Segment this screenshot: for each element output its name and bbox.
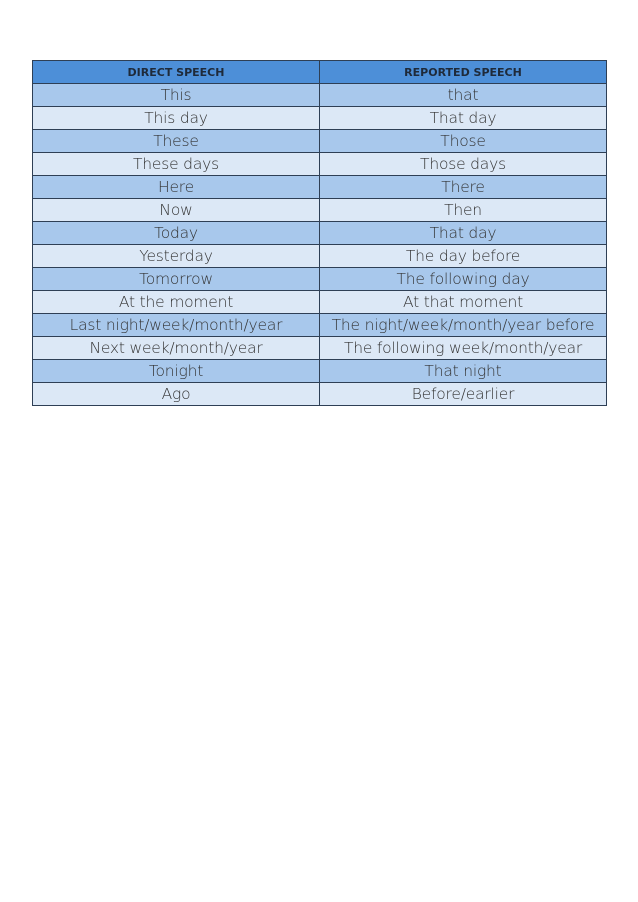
- table-header-row: [33, 61, 607, 84]
- table-row: [33, 245, 607, 268]
- direct-speech-cell: Tomorrow: [33, 268, 320, 291]
- reported-speech-cell: There: [320, 176, 607, 199]
- reported-speech-cell: The night/week/month/year before: [320, 314, 607, 337]
- reported-speech-cell: That day: [320, 222, 607, 245]
- table-row: [33, 107, 607, 130]
- reported-speech-cell: That day: [320, 107, 607, 130]
- table-row: [33, 222, 607, 245]
- direct-speech-cell: These: [33, 130, 320, 153]
- reported-speech-cell: That night: [320, 360, 607, 383]
- table-row: [33, 268, 607, 291]
- reported-speech-cell: The day before: [320, 245, 607, 268]
- direct-speech-cell: Now: [33, 199, 320, 222]
- direct-speech-cell: This day: [33, 107, 320, 130]
- table-row: [33, 383, 607, 406]
- reported-speech-cell: The following week/month/year: [320, 337, 607, 360]
- direct-speech-header: DIRECT SPEECH: [33, 61, 320, 84]
- reported-speech-cell: Those: [320, 130, 607, 153]
- table-row: [33, 130, 607, 153]
- direct-speech-cell: Today: [33, 222, 320, 245]
- direct-speech-cell: This: [33, 84, 320, 107]
- direct-speech-cell: These days: [33, 153, 320, 176]
- direct-speech-cell: Next week/month/year: [33, 337, 320, 360]
- reported-speech-cell: Those days: [320, 153, 607, 176]
- speech-conversion-table: [32, 60, 607, 406]
- direct-speech-cell: Here: [33, 176, 320, 199]
- table-row: [33, 291, 607, 314]
- reported-speech-cell: Then: [320, 199, 607, 222]
- table-row: [33, 360, 607, 383]
- reported-speech-cell: The following day: [320, 268, 607, 291]
- table-row: [33, 153, 607, 176]
- direct-speech-cell: Last night/week/month/year: [33, 314, 320, 337]
- direct-speech-cell: At the moment: [33, 291, 320, 314]
- table-row: [33, 314, 607, 337]
- table-row: [33, 84, 607, 107]
- direct-speech-cell: Tonight: [33, 360, 320, 383]
- table-row: [33, 199, 607, 222]
- direct-speech-cell: Ago: [33, 383, 320, 406]
- table-row: [33, 337, 607, 360]
- reported-speech-cell: At that moment: [320, 291, 607, 314]
- reported-speech-cell: that: [320, 84, 607, 107]
- direct-speech-cell: Yesterday: [33, 245, 320, 268]
- table-row: [33, 176, 607, 199]
- reported-speech-cell: Before/earlier: [320, 383, 607, 406]
- reported-speech-header: REPORTED SPEECH: [320, 61, 607, 84]
